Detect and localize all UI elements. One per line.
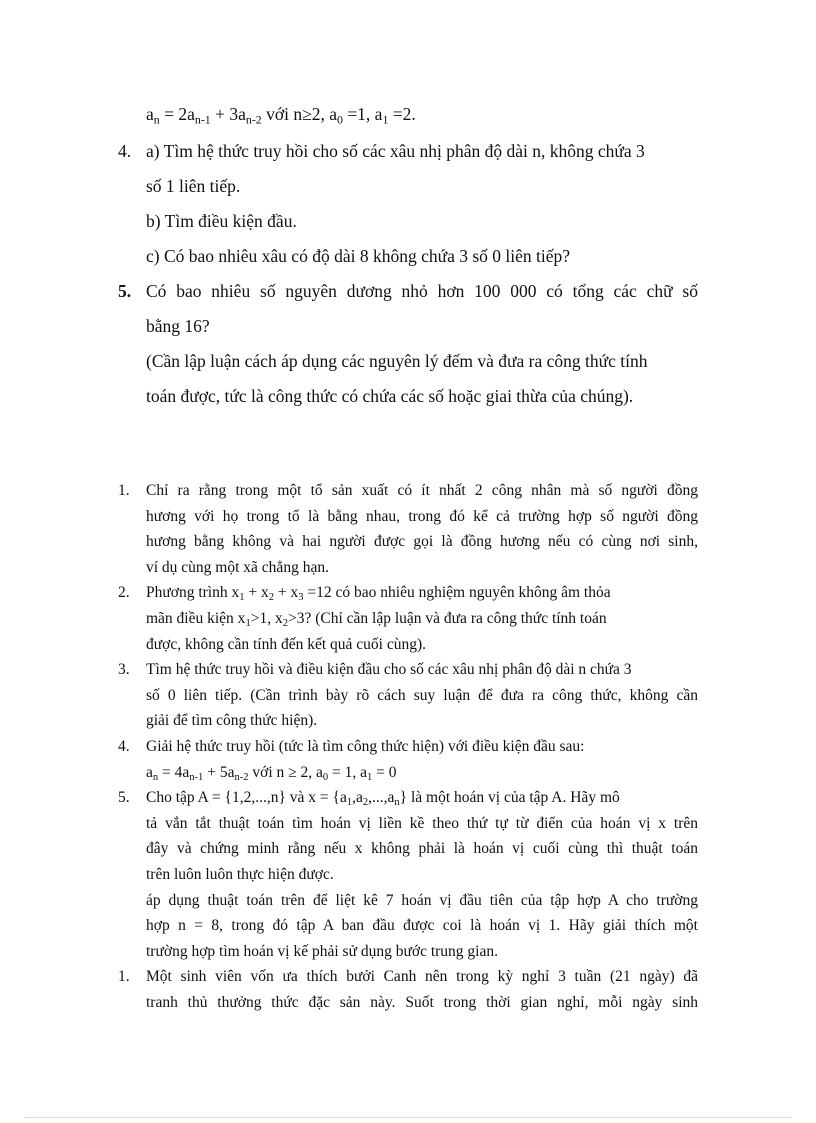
question-line: áp dụng thuật toán trên để liệt kê 7 hoán vị đầu tiên của tập hợp A cho trường — [146, 891, 698, 909]
text-run: >3? (Chỉ cần lập luận và đưa ra công thức tính toán — [287, 609, 607, 627]
question-line: Tìm hệ thức truy hồi và điều kiện đầu cho số các xâu nhị phân độ dài n chứa 3 — [146, 661, 632, 679]
formula-subscript: 1 — [382, 112, 389, 127]
subscript: 2 — [268, 592, 275, 604]
subscript: 0 — [322, 771, 329, 783]
question-number: 5. — [118, 789, 130, 807]
formula-subscript: 0 — [336, 112, 343, 127]
question-1 — [118, 478, 698, 580]
text-run: } là một hoán vị của tập A. Hãy mô — [399, 789, 620, 807]
question-3 — [118, 657, 698, 734]
question-number: 4. — [118, 141, 132, 161]
subscript: 2 — [282, 618, 288, 630]
text-run: mãn điều kiện x — [146, 609, 246, 627]
question-number: 1. — [118, 968, 130, 986]
question-line: (Cần lập luận cách áp dụng các nguyên lý đếm và đưa ra công thức tính — [146, 351, 648, 371]
question-5 — [118, 274, 698, 414]
question-number: 3. — [118, 661, 130, 679]
question-line: trên luôn luôn thực hiện được. — [146, 865, 334, 883]
text-run: với n ≥ 2, a — [248, 763, 323, 781]
question-line: giải để tìm công thức hiện). — [146, 712, 318, 730]
question-line: bằng 16? — [146, 316, 210, 336]
question-line: đây và chứng minh rằng nếu x không phải là hoán vị cuối cùng thì thuật toán — [146, 840, 698, 858]
subscript: 1 — [367, 771, 373, 783]
question-line — [146, 785, 698, 811]
recurrence-formula — [146, 760, 698, 786]
question-number: 1. — [118, 482, 130, 499]
subscript: n-2 — [234, 771, 249, 783]
question-line: Chỉ ra rằng trong một tổ sản xuất có ít nhất 2 công nhân mà số người đồng — [146, 482, 698, 499]
subscript: 1 — [239, 592, 245, 604]
question-line: số 1 liên tiếp. — [146, 176, 241, 196]
formula-text: + 3a — [210, 104, 246, 124]
text-run: >1, x — [250, 609, 283, 627]
subscript: 3 — [298, 592, 304, 604]
subscript: 1 — [245, 618, 251, 630]
question-line: số 0 liên tiếp. (Cần trình bày rõ cách suy luận để đưa ra công thức, không cần — [146, 686, 698, 704]
question-4 — [118, 734, 698, 785]
question-line: ví dụ cùng một xã chẳng hạn. — [146, 558, 329, 576]
formula-text: =1, a — [342, 104, 383, 124]
text-run: ,...,a — [368, 789, 395, 807]
page-bottom-border — [24, 1117, 792, 1118]
exercise-section-a — [118, 134, 698, 414]
formula-text: = 2a — [159, 104, 195, 124]
text-run: Phương trình x — [146, 584, 240, 602]
formula-subscript: n-2 — [245, 112, 262, 127]
question-line: a) Tìm hệ thức truy hồi cho số các xâu nhị phân độ dài n, không chứa 3 — [146, 141, 645, 161]
question-line: Một sinh viên vốn ưa thích bưởi Canh nên trong kỳ nghỉ 3 tuần (21 ngày) đã — [146, 968, 698, 986]
question-line: hợp n = 8, trong đó tập A ban đầu được coi là hoán vị 1. Hãy giải thích một — [146, 917, 698, 935]
text-run: =12 có bao nhiêu nghiệm nguyên không âm thỏa — [303, 584, 611, 602]
question-number: 2. — [118, 584, 130, 602]
question-number: 5. — [118, 281, 132, 301]
question-line: hương bằng không và hai người được gọi là đồng hương nếu có cùng nơi sinh, — [146, 533, 698, 551]
question-line: c) Có bao nhiêu xâu có độ dài 8 không chứa 3 số 0 liên tiếp? — [146, 246, 571, 266]
text-run: = 1, a — [328, 763, 368, 781]
question-1-second — [118, 964, 698, 1015]
text-run: + 5a — [203, 763, 235, 781]
subscript: 1 — [346, 797, 353, 809]
exercise-section-b — [118, 478, 698, 1015]
formula-subscript: n — [153, 112, 160, 127]
subscript: n — [394, 797, 400, 809]
question-line — [146, 606, 698, 632]
recurrence-formula — [146, 104, 416, 125]
text-run: = 4a — [158, 763, 190, 781]
formula-subscript: n-1 — [194, 112, 211, 127]
question-line: tả vắn tắt thuật toán tìm hoán vị liền kề theo thứ tự từ điển của hoán vị x trên — [146, 814, 698, 832]
question-2 — [118, 580, 698, 657]
text-run: + x — [244, 584, 269, 602]
text-run: Cho tập A = {1,2,...,n} và x = {a — [146, 789, 347, 807]
question-line: hương với họ trong tổ là bằng nhau, trong đó kể cả trường hợp số người đồng — [146, 507, 698, 525]
formula-text: với n≥2, a — [261, 104, 337, 124]
question-line: được, không cần tính đến kết quả cuối cùng). — [146, 635, 427, 653]
text-run: + x — [274, 584, 299, 602]
text-run: ,a — [352, 789, 363, 807]
question-line: Có bao nhiêu số nguyên dương nhỏ hơn 100 000 có tổng các chữ số — [146, 281, 698, 301]
question-5 — [118, 785, 698, 964]
question-line: Giải hệ thức truy hồi (tức là tìm công thức hiện) với điều kiện đầu sau: — [146, 737, 585, 755]
question-line: tranh thủ thưởng thức đặc sản này. Suốt trong thời gian nghỉ, mỗi ngày sinh — [146, 993, 698, 1011]
formula-text: a — [146, 104, 154, 124]
subscript: n-1 — [189, 771, 204, 783]
question-number: 4. — [118, 737, 130, 755]
question-4 — [118, 134, 698, 274]
question-line: trường hợp tìm hoán vị kế phải sử dụng bước trung gian. — [146, 942, 498, 960]
question-line: b) Tìm điều kiện đầu. — [146, 211, 297, 231]
subscript: n — [152, 771, 159, 783]
question-line — [146, 580, 698, 606]
formula-text: =2. — [388, 104, 416, 124]
text-run: = 0 — [372, 763, 397, 781]
text-run: a — [146, 763, 153, 781]
question-line: toán được, tức là công thức có chứa các số hoặc giai thừa của chúng). — [146, 386, 634, 406]
subscript: 2 — [362, 797, 369, 809]
